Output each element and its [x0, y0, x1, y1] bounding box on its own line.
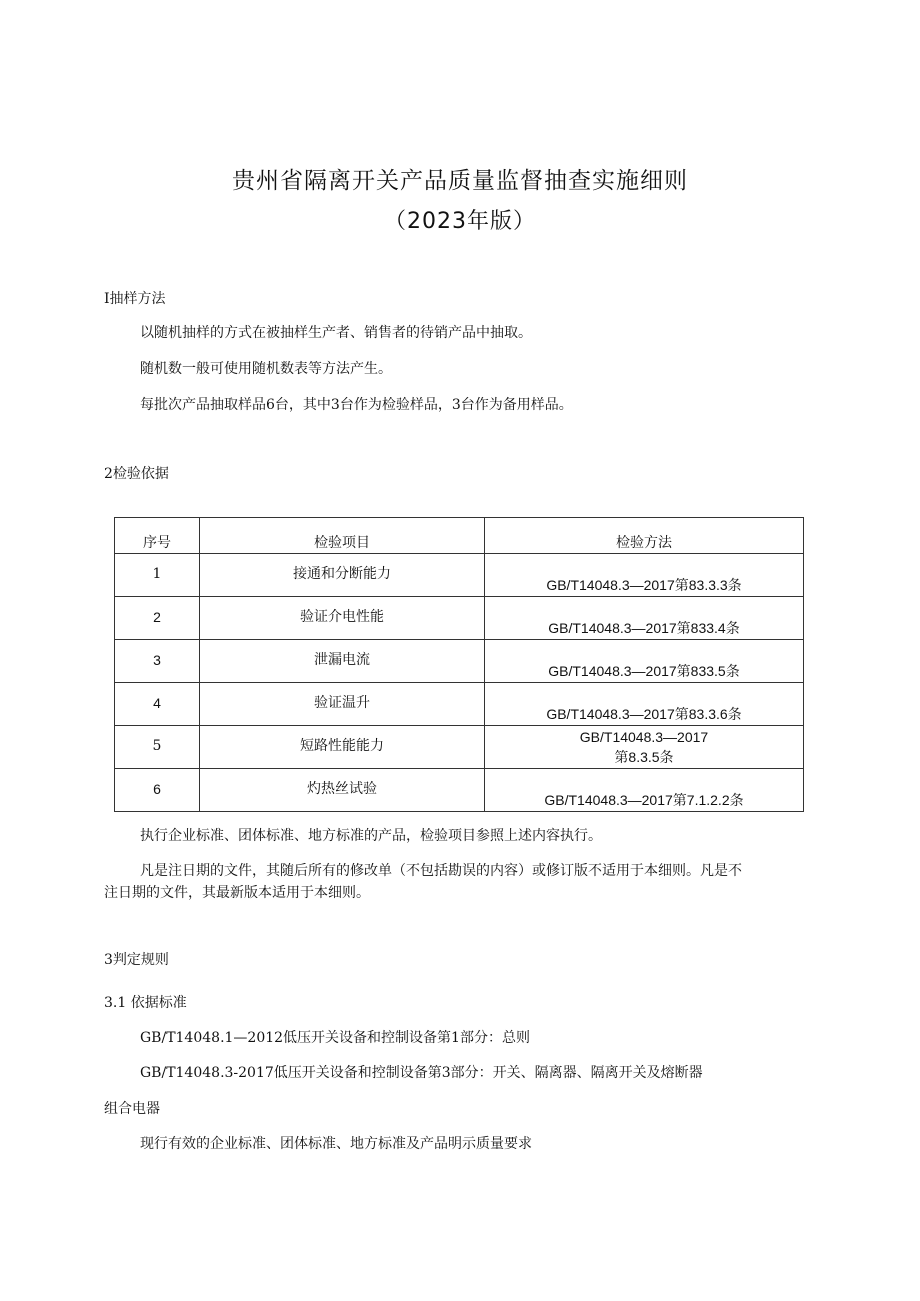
table-row	[115, 554, 804, 597]
paragraph: 以随机抽样的方式在被抽样生产者、销售者的待销产品中抽取。	[140, 325, 532, 341]
document-title: 贵州省隔离开关产品质量监督抽查实施细则	[232, 168, 688, 194]
section-3-1-heading: 3.1 依据标准	[104, 995, 187, 1011]
table-row	[115, 683, 804, 726]
paragraph: 执行企业标准、团体标准、地方标准的产品，检验项目参照上述内容执行。	[140, 828, 602, 844]
paragraph: 注日期的文件，其最新版本适用于本细则。	[104, 885, 370, 901]
header-no: 序号	[115, 518, 200, 554]
table-header-row	[115, 518, 804, 554]
row-item: 短路性能能力	[300, 738, 384, 754]
inspection-basis-table	[114, 517, 804, 812]
row-method-line2: 第8.3.5条	[614, 749, 674, 765]
row-number: 4	[153, 695, 161, 711]
row-number: 1	[152, 566, 162, 582]
standard-item: 现行有效的企业标准、团体标准、地方标准及产品明示质量要求	[140, 1136, 532, 1152]
document-subtitle: （2023年版）	[384, 209, 536, 234]
row-method-line1: GB/T14048.3—2017	[579, 729, 709, 745]
paragraph: 随机数一般可使用随机数表等方法产生。	[140, 361, 392, 377]
standard-item: GB/T14048.3-2017低压开关设备和控制设备第3部分：开关、隔离器、隔离开关及熔断器	[140, 1065, 703, 1081]
row-number: 6	[153, 781, 161, 797]
standard-item-continued: 组合电器	[104, 1101, 160, 1117]
standard-item: GB/T14048.1—2012低压开关设备和控制设备第1部分：总则	[140, 1030, 530, 1046]
row-method: GB/T14048.3—2017第83.3.3条	[546, 577, 742, 593]
row-method: GB/T14048.3—2017第833.5条	[548, 663, 740, 679]
table-row	[115, 597, 804, 640]
row-item: 验证介电性能	[300, 609, 384, 625]
section-3-heading: 3判定规则	[104, 952, 169, 968]
paragraph: 每批次产品抽取样品6台，其中3台作为检验样品，3台作为备用样品。	[140, 397, 573, 413]
section-2-heading: 2检验依据	[104, 466, 169, 482]
header-item: 检验项目	[200, 518, 485, 554]
row-number: 2	[153, 609, 161, 625]
row-method	[485, 727, 803, 767]
paragraph: 凡是注日期的文件，其随后所有的修改单（不包括勘误的内容）或修订版不适用于本细则。凡是不	[140, 863, 742, 879]
table-row	[115, 640, 804, 683]
row-number: 3	[153, 652, 161, 668]
row-item: 接通和分断能力	[293, 566, 391, 582]
row-item: 验证温升	[314, 695, 370, 711]
section-1-heading: I抽样方法	[104, 291, 166, 307]
row-method: GB/T14048.3—2017第7.1.2.2条	[544, 792, 744, 808]
row-method: GB/T14048.3—2017第833.4条	[548, 620, 740, 636]
row-item: 泄漏电流	[314, 652, 370, 668]
table-row	[115, 769, 804, 812]
header-method: 检验方法	[485, 518, 804, 554]
table-row	[115, 726, 804, 769]
row-item: 灼热丝试验	[307, 781, 377, 797]
row-method: GB/T14048.3—2017第83.3.6条	[546, 706, 742, 722]
row-number: 5	[152, 738, 162, 754]
